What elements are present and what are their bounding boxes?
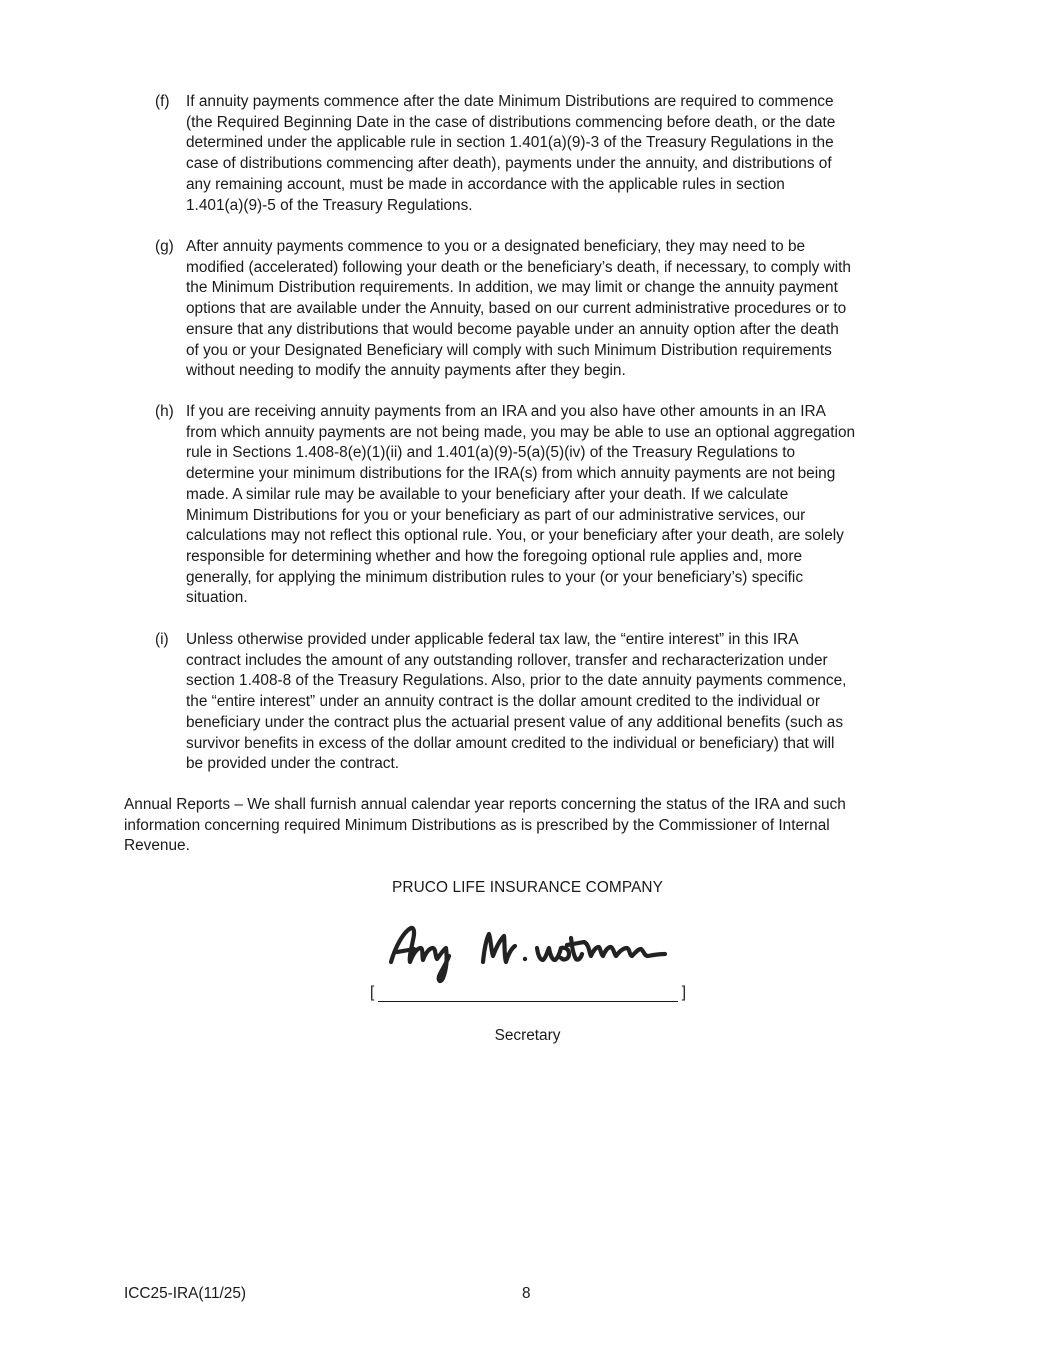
clause-h — [155, 402, 935, 609]
annual-reports-paragraph — [124, 795, 934, 857]
clause-text: Unless otherwise provided under applicable federal tax law, the “entire interest” in this IRA contract includes the amount of any outstanding rollover, transfer and recharacterization under section 1.408-8 of the Treasury Regulations. Also, prior to the date annuity payments commence, the “entire interest” under an annuity contract is the dollar amount credited to the individual or beneficiary under the contract plus the actuarial present value of any additional benefits (such as survivor benefits in excess of the dollar amount credited to the individual or beneficiary) that will be provided under the contract. — [186, 631, 847, 773]
clause-text: If annuity payments commence after the date Minimum Distributions are required to commence (the Required Beginning Date in the case of distributions commencing before death, or the date determined under the applicable rule in section 1.401(a)(9)-3 of the Treasury Regulations in the case of distributions commencing after death), payments under the annuity, and distributions of any remaining account, must be made in accordance with the applicable rules in section 1.401(a)(9)-5 of the Treasury Regulations. — [186, 93, 836, 214]
bracket-left: [ — [370, 984, 375, 1001]
signature-line — [370, 983, 686, 1003]
clause-marker: (h) — [155, 403, 174, 420]
clause-marker: (i) — [155, 631, 169, 648]
annual-reports-text: – We shall furnish annual calendar year reports concerning the status of the IRA and such information concerning required Minimum Distributions as is prescribed by the Commissioner of Internal Revenue. — [124, 796, 846, 855]
clause-marker: (g) — [155, 238, 174, 255]
signer-title: Secretary — [494, 1027, 561, 1044]
handwritten-signature — [383, 918, 673, 988]
annual-reports-heading: Annual Reports — [124, 796, 231, 813]
signature-rule — [378, 1001, 678, 1002]
company-name: PRUCO LIFE INSURANCE COMPANY — [391, 879, 664, 896]
clause-marker: (f) — [155, 93, 170, 110]
clause-f — [155, 92, 935, 216]
clause-text: If you are receiving annuity payments from an IRA and you also have other amounts in an IRA from which annuity payments are not being made, you may be able to use an optional aggregation rule in Sections 1.408-8(e)(1)(ii) and 1.401(a)(9)-5(a)(5)(iv) of the Treasury Regulations to determine your minimum distributions for the IRA(s) from which annuity payments are not being made. A similar rule may be available to your beneficiary after your death. If we calculate Minimum Distributions for you or your beneficiary as part of our administrative services, our calculations may not reflect this optional rule. You, or your beneficiary after your death, are solely responsible for determining whether and how the foregoing optional rule applies and, more generally, for applying the minimum distribution rules to your (or your beneficiary’s) specific situation. — [186, 403, 856, 607]
form-number: ICC25-IRA(11/25) — [124, 1285, 247, 1302]
clause-text: After annuity payments commence to you or a designated beneficiary, they may need to be modified (accelerated) following your death or the beneficiary’s death, if necessary, to comply with the Minimum Distribution requirements. In addition, we may limit or change the annuity payment options that are available under the Annuity, based on our current administrative procedures or to ensure that any distributions that would become payable under an annuity option after the death of you or your Designated Beneficiary will comply with such Minimum Distribution requirements without needing to modify the annuity payments after they begin. — [186, 238, 851, 380]
page-number: 8 — [522, 1285, 531, 1302]
clause-g — [155, 237, 935, 382]
bracket-right: ] — [681, 984, 686, 1001]
clause-i — [155, 630, 935, 775]
